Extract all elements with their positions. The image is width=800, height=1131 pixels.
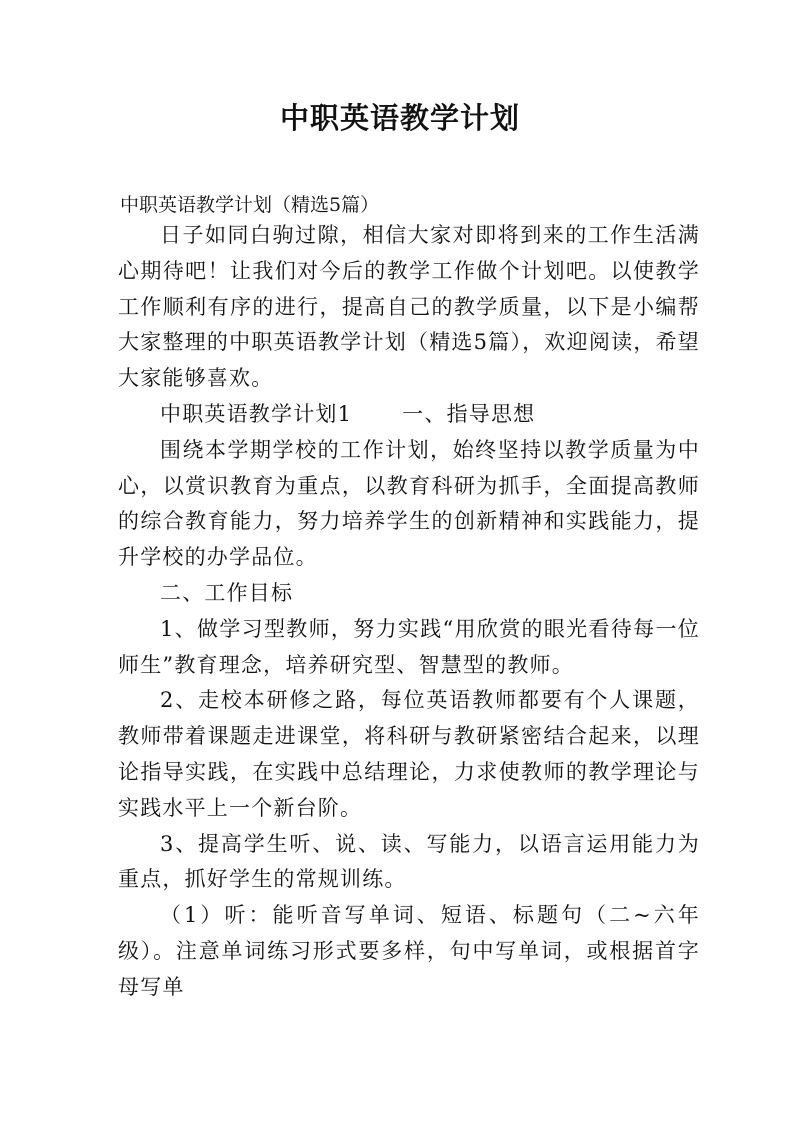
section-heading-guiding: 一、指导思想 [402, 401, 536, 426]
plan-label: 中职英语教学计划1 [160, 401, 353, 426]
intro-paragraph: 日子如同白驹过隙，相信大家对即将到来的工作生活满心期待吧！让我们对今后的教学工作做个计划吧。以使教学工作顺利有序的进行，提高自己的教学质量，以下是小编帮大家整理的中职英语教学计划（精选5篇），欢迎阅读，希望大家能够喜欢。 [118, 223, 700, 391]
guiding-paragraph: 围绕本学期学校的工作计划，始终坚持以教学质量为中心，以赏识教育为重点，以教育科研为抓手，全面提高教师的综合教育能力，努力培养学生的创新精神和实践能力，提升学校的办学品位。 [118, 437, 700, 570]
goal-paragraph-1: 1、做学习型教师，努力实践“用欣赏的眼光看待每一位师生”教育理念，培养研究型、智慧型的教师。 [118, 616, 700, 677]
listening-paragraph: （1）听：能听音写单词、短语、标题句（二~六年级）。注意单词练习形式要多样，句中写单词，或根据首字母写单 [118, 903, 700, 999]
plan-heading-line [118, 397, 700, 433]
section-heading-goals: 二、工作目标 [160, 580, 294, 605]
goal-paragraph-2: 2、走校本研修之路，每位英语教师都要有个人课题，教师带着课题走进课堂，将科研与教研紧密结合起来，以理论指导实践，在实践中总结理论，力求使教师的教学理论与实践水平上一个新台阶。 [118, 688, 700, 820]
goal-paragraph-3: 3、提高学生听、说、读、写能力，以语言运用能力为重点，抓好学生的常规训练。 [118, 831, 700, 892]
document-body [118, 218, 700, 1006]
document-title: 中职英语教学计划 [279, 101, 520, 135]
document-subtitle: 中职英语教学计划（精选5篇） [120, 194, 380, 216]
